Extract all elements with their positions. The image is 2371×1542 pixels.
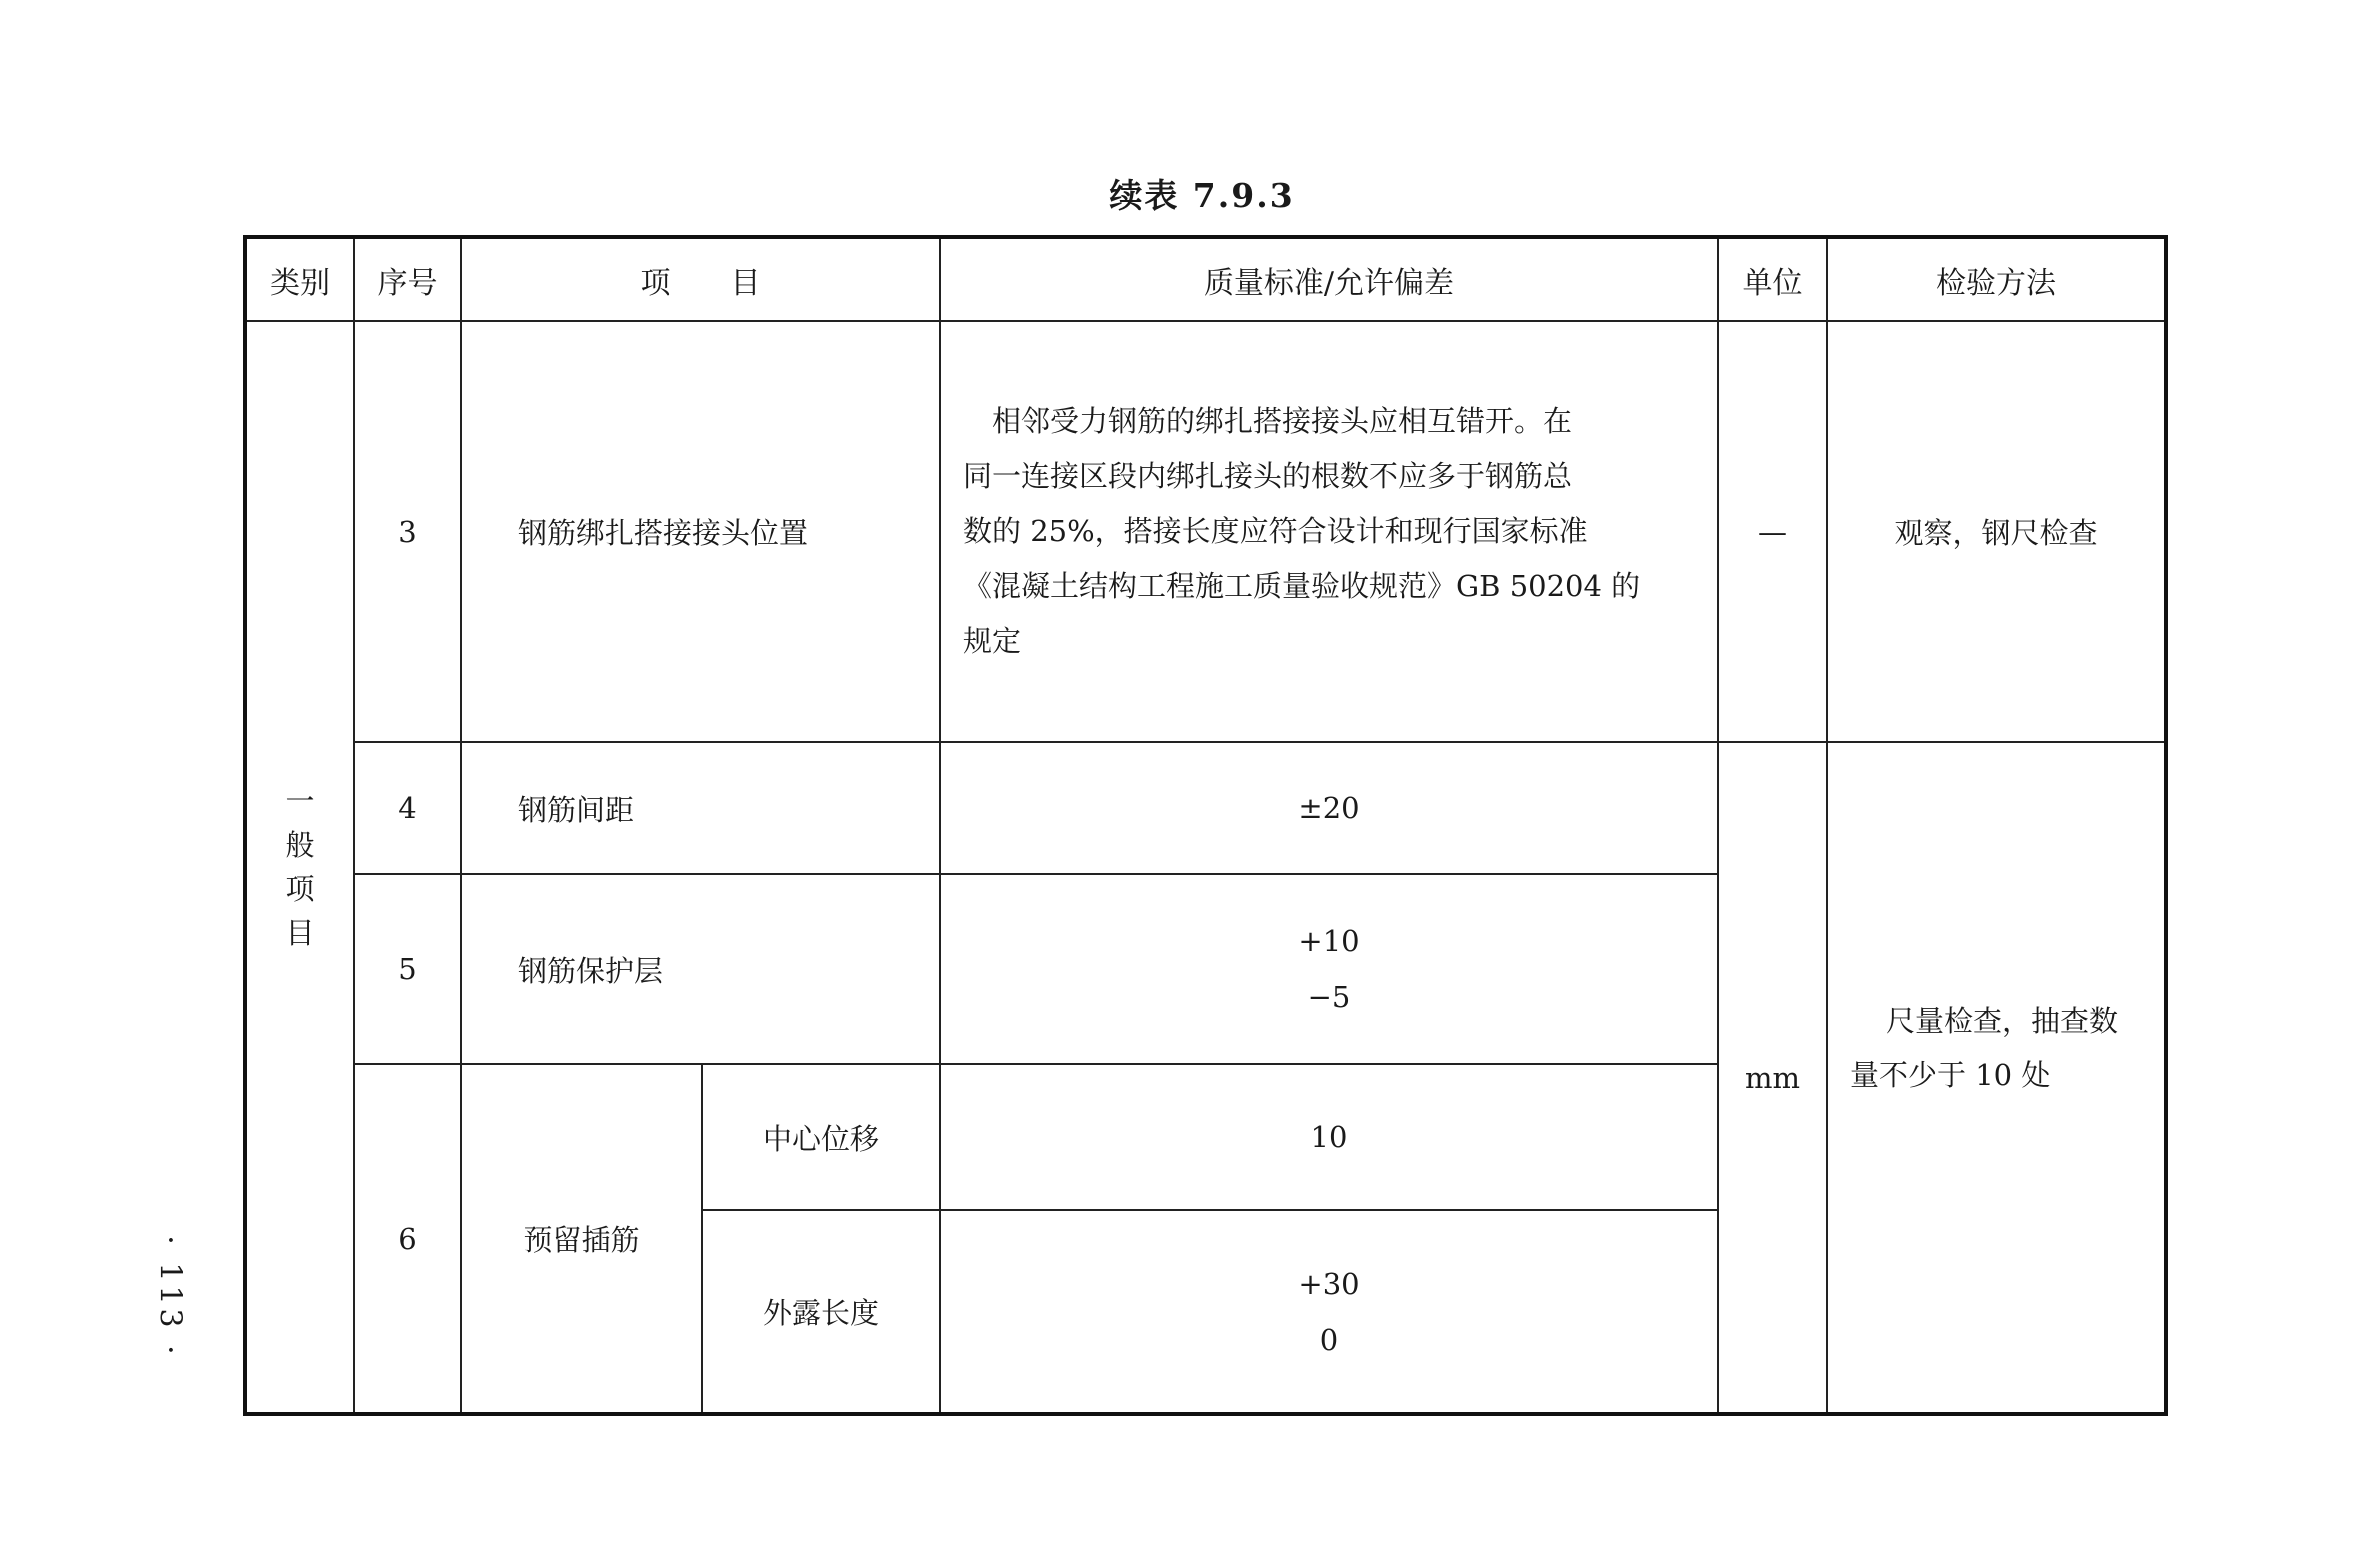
table-title: 续表 7.9.3 [1109, 176, 1295, 215]
header-category: 类别 [245, 237, 354, 321]
header-standard: 质量标准/允许偏差 [940, 237, 1718, 321]
item-cell: 钢筋绑扎搭接接头位置 [461, 321, 940, 742]
standard-line: −5 [1307, 980, 1351, 1014]
standard-line: 同一连接区段内绑扎接头的根数不应多于钢筋总 [963, 459, 1573, 493]
table-row [245, 742, 2166, 874]
seq-cell: 5 [354, 874, 461, 1064]
item-cell: 预留插筋 [461, 1064, 702, 1414]
standard-line: 0 [1319, 1322, 1339, 1357]
standard-cell [940, 874, 1718, 1064]
item-cell: 钢筋保护层 [461, 874, 940, 1064]
standard-line: 数的 25%，搭接长度应符合设计和现行国家标准 [963, 514, 1588, 548]
standard-line: 相邻受力钢筋的绑扎搭接接头应相互错开。在 [963, 404, 1573, 438]
method-text: 尺量检查，抽查数量不少于 10 处 [1850, 1003, 2119, 1092]
unit-cell: — [1718, 321, 1827, 742]
header-item: 项 目 [461, 237, 940, 321]
unit-cell: mm [1718, 742, 1827, 1414]
standard-line: +30 [1298, 1266, 1360, 1301]
standard-cell: ±20 [940, 742, 1718, 874]
standard-cell [940, 321, 1718, 742]
standard-cell [940, 1210, 1718, 1414]
category-cell [245, 321, 354, 1414]
item-cell: 钢筋间距 [461, 742, 940, 874]
table-row [245, 321, 2166, 742]
page-number: · 113 · [152, 1235, 188, 1359]
seq-cell: 4 [354, 742, 461, 874]
standard-line: 《混凝土结构工程施工质量验收规范》GB 50204 的 [963, 569, 1641, 603]
seq-cell: 6 [354, 1064, 461, 1414]
header-seq: 序号 [354, 237, 461, 321]
header-unit: 单位 [1718, 237, 1827, 321]
standard-line: +10 [1298, 924, 1360, 958]
standard-cell: 10 [940, 1064, 1718, 1210]
header-row [245, 237, 2166, 321]
standard-line: 规定 [963, 624, 1022, 658]
seq-cell: 3 [354, 321, 461, 742]
method-cell: 观察，钢尺检查 [1827, 321, 2166, 742]
header-method: 检验方法 [1827, 237, 2166, 321]
quality-table [243, 235, 2168, 1416]
method-cell [1827, 742, 2166, 1414]
subitem-cell: 中心位移 [702, 1064, 940, 1210]
category-label: 一般项目 [285, 784, 315, 950]
subitem-cell: 外露长度 [702, 1210, 940, 1414]
